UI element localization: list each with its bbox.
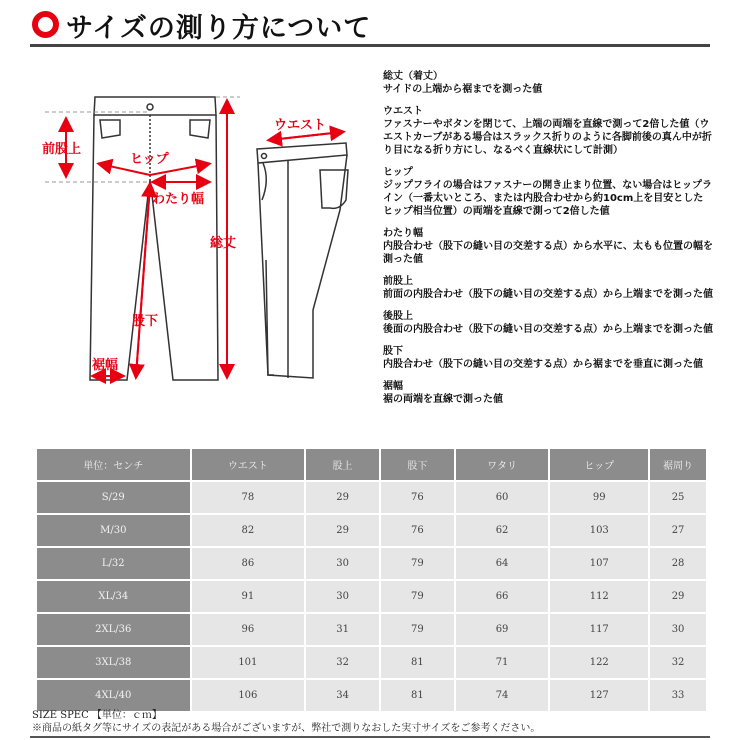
cell: 122 <box>549 646 649 679</box>
desc-inseam: 股下 内股合わせ（股下の縫い目の交差する点）から裾までを垂直に測った値 <box>383 346 703 370</box>
size-table <box>35 447 708 713</box>
measurement-diagram <box>30 60 370 390</box>
desc-hem-width: 裾幅 裾の両端を直線で測った値 <box>383 381 503 405</box>
page-header <box>30 4 710 42</box>
cell: 33 <box>649 679 707 712</box>
col-header-hip: ヒップ <box>549 448 649 481</box>
table-row <box>36 514 707 547</box>
measurement-descriptions <box>383 70 713 415</box>
cell: 25 <box>649 481 707 514</box>
size-cell: XL/34 <box>36 580 191 613</box>
label-hem-width: 裾幅 <box>92 358 119 373</box>
pants-illustration <box>30 60 370 390</box>
cell: 29 <box>305 481 380 514</box>
table-row <box>36 547 707 580</box>
cell: 81 <box>380 679 455 712</box>
desc-total-length: 総丈（着丈） サイドの上端から裾までを測った値 <box>383 71 543 95</box>
cell: 34 <box>305 679 380 712</box>
cell: 29 <box>305 514 380 547</box>
cell: 71 <box>455 646 550 679</box>
label-thigh: わたり幅 <box>152 192 205 207</box>
cell: 103 <box>549 514 649 547</box>
cell: 79 <box>380 580 455 613</box>
cell: 74 <box>455 679 550 712</box>
table-row <box>36 613 707 646</box>
desc-front-rise: 前股上 前面の内股合わせ（股下の縫い目の交差する点）から上端までを測った値 <box>383 276 713 300</box>
size-cell: 4XL/40 <box>36 679 191 712</box>
col-header-unit: 単位：センチ <box>36 448 191 481</box>
cell: 64 <box>455 547 550 580</box>
table-row <box>36 679 707 712</box>
table-row <box>36 580 707 613</box>
table-row <box>36 646 707 679</box>
cell: 86 <box>191 547 306 580</box>
desc-back-rise: 後股上 後面の内股合わせ（股下の縫い目の交差する点）から上端までを測った値 <box>383 311 713 335</box>
size-cell: S/29 <box>36 481 191 514</box>
cell: 32 <box>649 646 707 679</box>
cell: 28 <box>649 547 707 580</box>
label-front-rise: 前股上 <box>42 142 82 157</box>
footer-divider <box>30 736 710 738</box>
cell: 30 <box>649 613 707 646</box>
cell: 76 <box>380 481 455 514</box>
size-spec-label: SIZE SPEC 【単位：ｃｍ】 <box>32 710 162 721</box>
desc-hip: ヒップ ジップフライの場合はファスナーの開き止まり位置、ない場合はヒップライン（一番太いところ、または内股合わせから約10cm上を目安としたヒップ相当位置）の両端を直線で測って2倍した値 <box>383 167 712 217</box>
cell: 69 <box>455 613 550 646</box>
cell: 91 <box>191 580 306 613</box>
cell: 32 <box>305 646 380 679</box>
cell: 79 <box>380 613 455 646</box>
cell: 96 <box>191 613 306 646</box>
size-note: ※商品の紙タグ等にサイズの表記がある場合がございますが、弊社で測りなおした実寸サイズをご参考ください。 <box>32 723 541 734</box>
cell: 82 <box>191 514 306 547</box>
table-row <box>36 481 707 514</box>
title-divider <box>30 44 710 47</box>
cell: 117 <box>549 613 649 646</box>
cell: 31 <box>305 613 380 646</box>
label-hip: ヒップ <box>130 152 169 167</box>
cell: 60 <box>455 481 550 514</box>
col-header-thigh: ワタリ <box>455 448 550 481</box>
cell: 107 <box>549 547 649 580</box>
label-waist: ウエスト <box>274 118 327 133</box>
cell: 79 <box>380 547 455 580</box>
size-cell: M/30 <box>36 514 191 547</box>
footer-notes <box>32 709 540 735</box>
cell: 106 <box>191 679 306 712</box>
cell: 101 <box>191 646 306 679</box>
cell: 27 <box>649 514 707 547</box>
col-header-rise: 股上 <box>305 448 380 481</box>
size-cell: L/32 <box>36 547 191 580</box>
cell: 78 <box>191 481 306 514</box>
col-header-waist: ウエスト <box>191 448 306 481</box>
cell: 30 <box>305 580 380 613</box>
cell: 112 <box>549 580 649 613</box>
cell: 66 <box>455 580 550 613</box>
size-cell: 2XL/36 <box>36 613 191 646</box>
red-circle-icon <box>32 11 59 38</box>
cell: 81 <box>380 646 455 679</box>
desc-waist: ウエスト ファスナーやボタンを閉じて、上端の両端を直線で測って2倍した値（ウエストカーブがある場合はスラックス折りのように各脚前後の真ん中が折り目になる折り方にし、なるべく直線状にして計測） <box>383 106 712 156</box>
col-header-inseam: 股下 <box>380 448 455 481</box>
label-inseam: 股下 <box>132 314 159 329</box>
page-title: サイズの測り方について <box>66 13 372 44</box>
cell: 62 <box>455 514 550 547</box>
label-total-length: 総丈 <box>210 236 237 251</box>
desc-thigh: わたり幅 内股合わせ（股下の縫い目の交差する点）から水平に、太もも位置の幅を測った値 <box>383 228 713 265</box>
cell: 127 <box>549 679 649 712</box>
cell: 29 <box>649 580 707 613</box>
cell: 99 <box>549 481 649 514</box>
cell: 76 <box>380 514 455 547</box>
col-header-hem: 裾周り <box>649 448 707 481</box>
cell: 30 <box>305 547 380 580</box>
table-header-row <box>36 448 707 481</box>
size-cell: 3XL/38 <box>36 646 191 679</box>
